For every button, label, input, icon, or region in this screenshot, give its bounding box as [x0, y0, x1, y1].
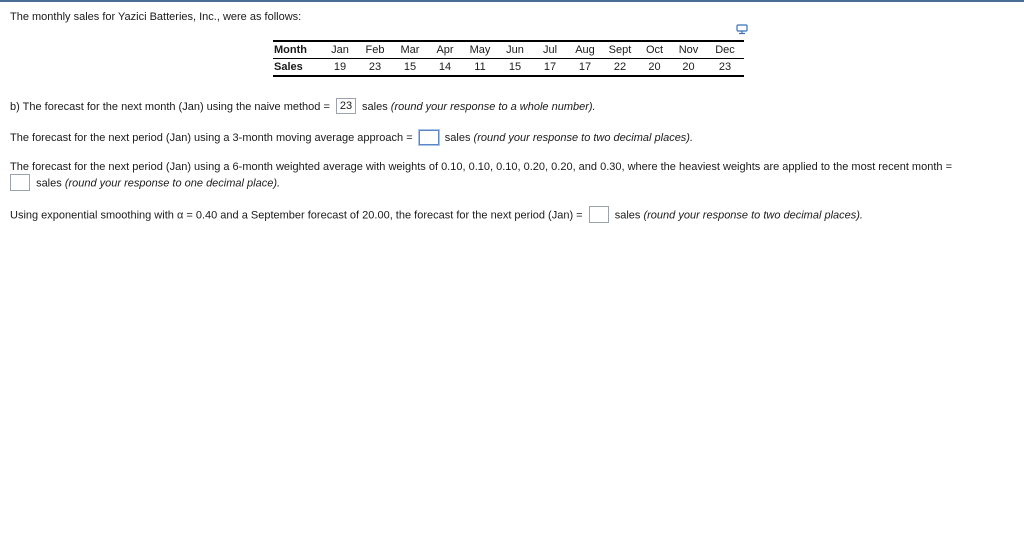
exponential-smoothing-question: [10, 207, 863, 224]
sales-cell-may: 11: [474, 61, 486, 73]
weighted-average-unit: sales: [36, 177, 62, 190]
exponential-smoothing-input[interactable]: [589, 206, 609, 223]
naive-method-note: (round your response to a whole number).: [390, 101, 596, 113]
weighted-average-answer-line: [10, 175, 280, 192]
problem-intro: The monthly sales for Yazici Batteries, Inc., were as follows:: [10, 11, 302, 23]
sales-cell-jul: 17: [543, 61, 557, 73]
month-header-nov: Nov: [678, 44, 699, 56]
month-header-aug: Aug: [575, 44, 595, 56]
sales-row: [273, 59, 744, 77]
moving-average-note: (round your response to two decimal places).: [473, 132, 694, 144]
month-header-jun: Jun: [506, 44, 524, 56]
moving-average-question: [10, 130, 693, 146]
naive-method-unit: sales: [362, 101, 388, 113]
month-header-sept: Sept: [608, 44, 632, 56]
exponential-smoothing-prompt-a: Using exponential smoothing with: [10, 209, 174, 222]
month-header-dec: Dec: [715, 44, 735, 56]
sales-cell-apr: 14: [438, 61, 452, 73]
moving-average-unit: sales: [444, 132, 471, 144]
moving-average-prompt: The forecast for the next period (Jan) using a 3-month moving average approach =: [10, 132, 413, 144]
month-header-jan: Jan: [331, 44, 349, 56]
sales-table: [273, 40, 744, 77]
month-header-mar: Mar: [400, 44, 420, 56]
weighted-average-prompt: The forecast for the next period (Jan) using a 6-month weighted average with weights of 0.10, 0.10, 0.10, 0.20, 0.20, and 0.30, where the heaviest weights are applied to the most recent month =: [10, 161, 952, 173]
month-header-apr: Apr: [436, 44, 454, 56]
month-row-header: Month: [274, 44, 307, 56]
weighted-average-question: [10, 159, 952, 175]
naive-method-prompt: b) The forecast for the next month (Jan) using the naive method =: [10, 101, 330, 113]
alpha-symbol: α: [176, 209, 184, 222]
copy-data-icon[interactable]: [736, 24, 749, 36]
sales-cell-sept: 22: [613, 61, 627, 73]
moving-average-input[interactable]: [419, 130, 439, 145]
weighted-average-note: (round your response to one decimal place).: [64, 177, 281, 190]
month-header-oct: Oct: [645, 44, 664, 56]
sales-cell-aug: 17: [578, 61, 592, 73]
sales-cell-nov: 20: [682, 61, 695, 73]
month-header-feb: Feb: [365, 44, 385, 56]
top-rule: [0, 0, 1024, 2]
sales-cell-jan: 19: [333, 61, 347, 73]
month-row: [273, 41, 744, 59]
sales-cell-jun: 15: [508, 61, 522, 73]
sales-cell-oct: 20: [648, 61, 661, 73]
sales-cell-mar: 15: [403, 61, 417, 73]
month-header-jul: Jul: [542, 44, 558, 56]
sales-cell-dec: 23: [718, 61, 732, 73]
exponential-smoothing-prompt-b: = 0.40 and a September forecast of 20.00, the forecast for the next period (Jan) =: [186, 209, 583, 222]
weighted-average-input[interactable]: [10, 174, 30, 191]
naive-method-question: [10, 99, 596, 115]
naive-method-answer[interactable]: 23: [336, 98, 356, 114]
sales-row-header: Sales: [274, 61, 303, 73]
sales-cell-feb: 23: [368, 61, 382, 73]
exponential-smoothing-unit: sales: [614, 209, 641, 222]
month-header-may: May: [469, 44, 491, 56]
exponential-smoothing-note: (round your response to two decimal places).: [643, 209, 863, 222]
